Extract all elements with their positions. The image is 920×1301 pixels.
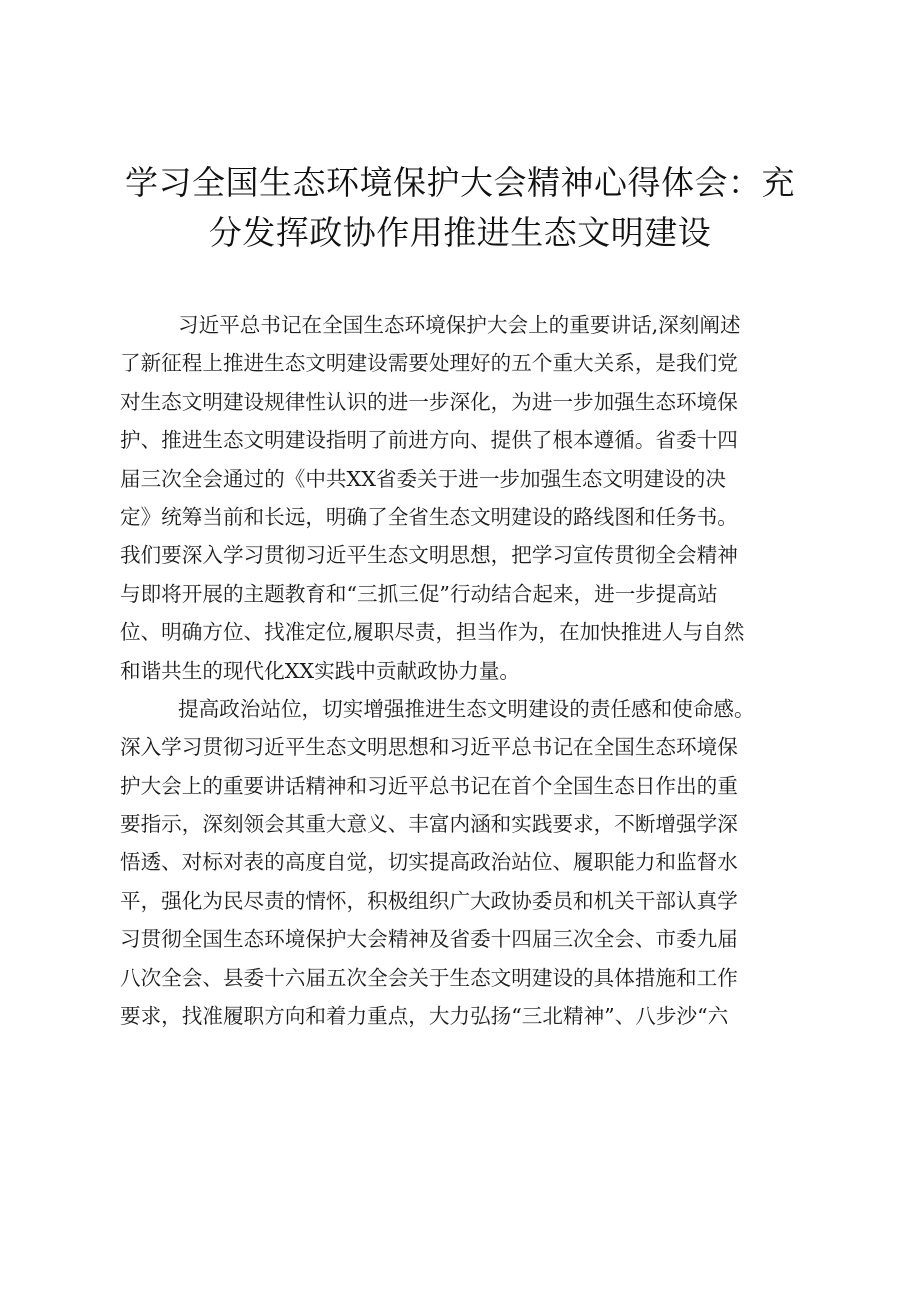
text-line: 我们要深入学习贯彻习近平生态文明思想，把学习宣传贯彻全会精神 bbox=[120, 543, 738, 568]
text-line: 位、明确方位、找准定位,履职尽责，担当作为，在加快推进人与自然 bbox=[120, 620, 745, 645]
title-line: 学习全国生态环境保护大会精神心得体会：充 bbox=[125, 163, 795, 202]
text-line: 了新征程上推进生态文明建设需要处理好的五个重大关系，是我们党 bbox=[120, 351, 738, 376]
text-line: 届三次全会通过的《中共XX省委关于进一步加强生态文明建设的决 bbox=[120, 466, 726, 491]
text-line: 护大会上的重要讲话精神和习近平总书记在首个全国生态日作出的重 bbox=[120, 773, 738, 798]
text-line: 和谐共生的现代化XX实践中贡献政协力量。 bbox=[120, 658, 521, 683]
text-line: 平，强化为民尽责的情怀，积极组织广大政协委员和机关干部认真学 bbox=[120, 888, 738, 913]
text-line: 提高政治站位，切实增强推进生态文明建设的责任感和使命感。 bbox=[178, 696, 755, 721]
title-line: 分发挥政协作用推进生态文明建设 bbox=[208, 213, 712, 252]
text-line: 八次全会、县委十六届五次全会关于生态文明建设的具体措施和工作 bbox=[120, 965, 738, 990]
text-line: 习贯彻全国生态环境保护大会精神及省委十四届三次全会、市委九届 bbox=[120, 927, 738, 952]
text-line: 对生态文明建设规律性认识的进一步深化，为进一步加强生态环境保 bbox=[120, 389, 738, 414]
document-title bbox=[100, 158, 820, 258]
paragraph-2 bbox=[120, 690, 820, 1036]
paragraph-1 bbox=[120, 306, 820, 690]
text-line: 深入学习贯彻习近平生态文明思想和习近平总书记在全国生态环境保 bbox=[120, 735, 738, 760]
text-line: 悟透、对标对表的高度自觉，切实提高政治站位、履职能力和监督水 bbox=[120, 850, 738, 875]
document-body bbox=[120, 306, 820, 1035]
text-line: 习近平总书记在全国生态环境保护大会上的重要讲话,深刻阐述 bbox=[178, 313, 741, 337]
text-line: 与即将开展的主题教育和“三抓三促”行动结合起来，进一步提高站 bbox=[120, 581, 718, 606]
text-line: 要求，找准履职方向和着力重点，大力弘扬“三北精神”、八步沙“六 bbox=[120, 1004, 729, 1029]
text-line: 护、推进生态文明建设指明了前进方向、提供了根本遵循。省委十四 bbox=[120, 428, 738, 453]
text-line: 定》统筹当前和长远，明确了全省生态文明建设的路线图和任务书。 bbox=[120, 504, 738, 529]
text-line: 要指示，深刻领会其重大意义、丰富内涵和实践要求，不断增强学深 bbox=[120, 812, 738, 837]
